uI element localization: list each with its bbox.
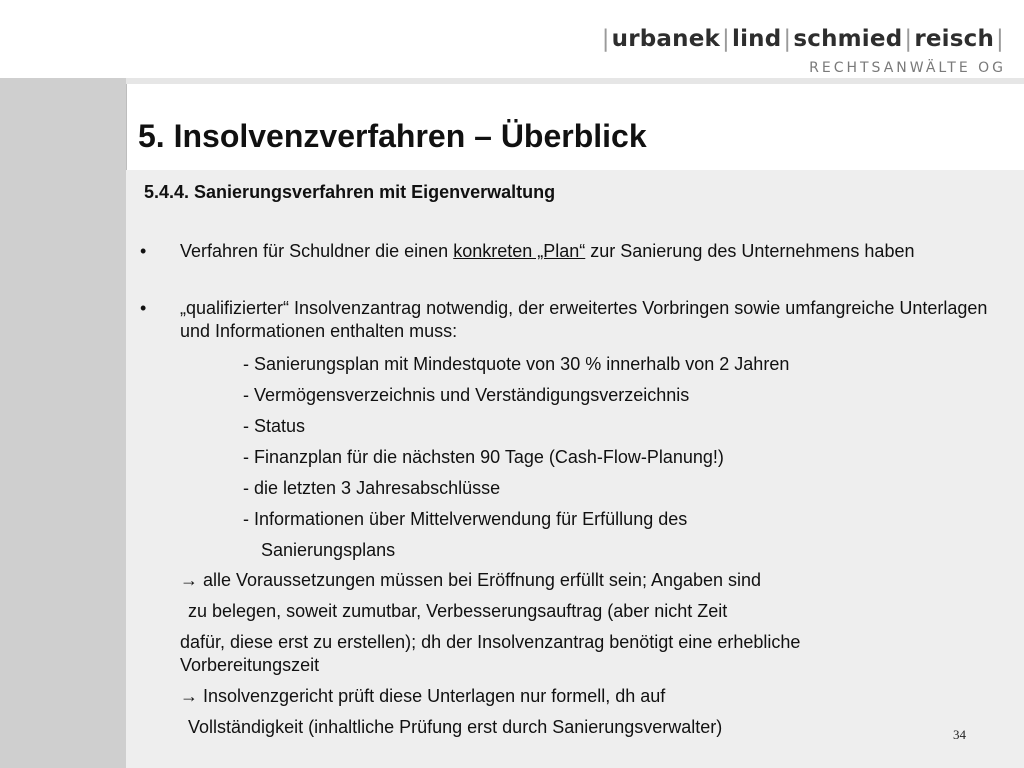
slide-title: 5. Insolvenzverfahren – Überblick bbox=[138, 118, 647, 154]
arrow-note-line: → alle Voraussetzungen müssen bei Eröffnung erfüllt sein; Angaben sind bbox=[180, 570, 762, 590]
requirement-item: - Status bbox=[243, 416, 306, 436]
requirement-item: - Vermögensverzeichnis und Verständigungsverzeichnis bbox=[243, 385, 690, 405]
left-decorative-bar bbox=[0, 78, 127, 768]
logo-name: reisch bbox=[914, 26, 995, 52]
requirement-item: - Sanierungsplan mit Mindestquote von 30 % innerhalb von 2 Jahren bbox=[243, 354, 790, 374]
firm-logo bbox=[600, 26, 1006, 76]
arrow-note-line: Vorbereitungszeit bbox=[180, 655, 320, 675]
arrow-note-line: dafür, diese erst zu erstellen); dh der Insolvenzantrag benötigt eine erhebliche bbox=[180, 632, 801, 652]
bullet-text bbox=[180, 240, 1000, 263]
underlined-text: konkreten „Plan“ bbox=[453, 241, 586, 261]
requirement-item: - Finanzplan für die nächsten 90 Tage (Cash-Flow-Planung!) bbox=[243, 447, 724, 467]
logo-name: urbanek bbox=[611, 26, 721, 52]
slide-content bbox=[126, 170, 1024, 768]
logo-name: schmied bbox=[793, 26, 903, 52]
bullet-text-part: zur Sanierung des Unternehmens haben bbox=[585, 241, 915, 261]
requirement-item: - die letzten 3 Jahresabschlüsse bbox=[243, 478, 501, 498]
requirement-item: - Informationen über Mittelverwendung für Erfüllung des bbox=[243, 509, 688, 529]
arrow-note-line: Vollständigkeit (inhaltliche Prüfung erst durch Sanierungsverwalter) bbox=[188, 717, 723, 737]
logo-subtitle: RECHTSANWÄLTE OG bbox=[809, 60, 1006, 76]
bullet-text-part: Verfahren für Schuldner die einen bbox=[180, 241, 454, 261]
logo-name: lind bbox=[731, 26, 782, 52]
bullet-symbol: • bbox=[140, 241, 147, 261]
bullet-text: „qualifizierter“ Insolvenzantrag notwendig, der erweitertes Vorbringen sowie umfangreiche Unterlagen und Informationen enthalten muss: bbox=[180, 298, 988, 341]
arrow-note-line: zu belegen, soweit zumutbar, Verbesserungsauftrag (aber nicht Zeit bbox=[188, 601, 728, 621]
top-decorative-strip bbox=[126, 78, 1024, 84]
page-number: 34 bbox=[953, 727, 966, 742]
requirement-item-continuation: Sanierungsplans bbox=[261, 540, 396, 560]
bullet-symbol: • bbox=[140, 298, 147, 318]
logo-names: |urbanek|lind|schmied|reisch| bbox=[601, 26, 1004, 52]
arrow-note-line: → Insolvenzgericht prüft diese Unterlagen nur formell, dh auf bbox=[180, 686, 666, 706]
section-subtitle: 5.4.4. Sanierungsverfahren mit Eigenverwaltung bbox=[144, 182, 556, 202]
